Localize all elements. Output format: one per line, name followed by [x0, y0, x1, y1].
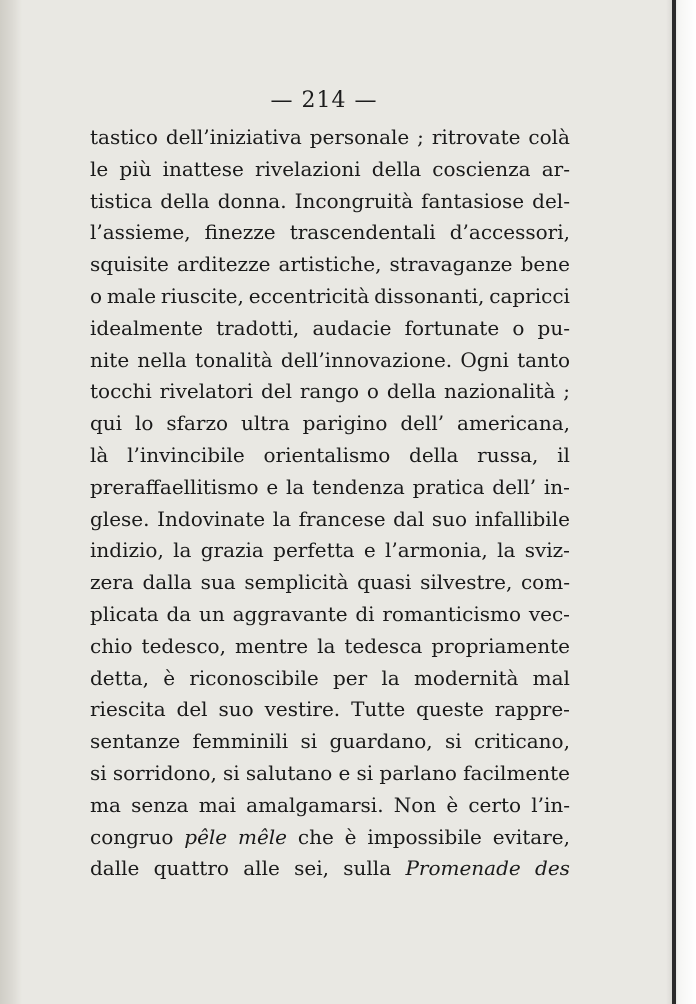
word: d’accessori,: [449, 220, 570, 245]
word: riconoscibile: [189, 665, 319, 690]
word: rivelazioni: [254, 156, 361, 181]
word: senza: [131, 792, 189, 817]
word: nite: [90, 347, 130, 372]
word: ma: [90, 792, 121, 817]
word: donna.: [217, 188, 287, 213]
word: finezze: [204, 220, 276, 245]
word: più: [119, 156, 152, 181]
word: glese.: [90, 506, 150, 531]
word: mêle: [237, 824, 288, 849]
word: ;: [563, 379, 570, 404]
word: Non: [393, 792, 437, 817]
word: Ogni: [460, 347, 509, 372]
word: tanto: [517, 347, 570, 372]
word: è: [163, 665, 176, 690]
word: sviz-: [524, 538, 570, 563]
text-line: [90, 726, 570, 758]
word: squisite: [90, 252, 169, 277]
word: romanticismo: [382, 601, 522, 626]
word: è: [446, 792, 459, 817]
book-spine-shadow: [0, 0, 22, 1004]
text-line: [90, 694, 570, 726]
word: certo: [468, 792, 522, 817]
word: propriamente: [431, 633, 570, 658]
word: facilmente: [463, 760, 570, 785]
word: vec-: [528, 601, 570, 626]
word: sorridono,: [112, 760, 217, 785]
page-edge-line: [672, 0, 676, 1004]
word: fortunate: [404, 315, 500, 340]
word: l’invincibile: [127, 442, 245, 467]
word: la: [381, 665, 400, 690]
word: francese: [298, 506, 386, 531]
word: o: [366, 379, 379, 404]
text-line: [90, 663, 570, 695]
text-line: [90, 535, 570, 567]
word: coscienza: [432, 156, 531, 181]
word: tradotti,: [216, 315, 300, 340]
word: l’armonia,: [384, 538, 488, 563]
word: trascendentali: [289, 220, 436, 245]
word: di: [355, 601, 375, 626]
word: la: [285, 474, 305, 499]
word: rivelatori: [159, 379, 254, 404]
word: della: [409, 442, 459, 467]
word: tistica: [90, 188, 153, 213]
word: o: [90, 283, 103, 308]
text-line: [90, 504, 570, 536]
word: personale: [309, 125, 410, 149]
word: infallibile: [474, 506, 570, 531]
word: tendenza: [312, 474, 405, 499]
word: queste: [416, 697, 484, 722]
word: grazia: [200, 538, 264, 563]
word: mentre: [234, 633, 309, 658]
word: la: [173, 538, 192, 563]
word: idealmente: [90, 315, 203, 340]
word: un: [199, 601, 225, 626]
word: che: [297, 824, 334, 849]
word: Promenade: [405, 856, 521, 881]
word: tastico: [90, 125, 158, 149]
word: sentanze: [90, 729, 181, 754]
word: dell’iniziativa: [165, 125, 302, 149]
word: impossibile: [367, 824, 482, 849]
word: le: [90, 156, 109, 181]
text-line: [90, 154, 570, 186]
text-line: [90, 345, 570, 377]
word: americana,: [457, 411, 570, 436]
word: modernità: [413, 665, 519, 690]
word: capricci: [489, 283, 570, 308]
word: indizio,: [90, 538, 164, 563]
word: del-: [532, 188, 570, 213]
text-line: [90, 122, 570, 154]
word: alle: [243, 856, 280, 881]
word: in-: [543, 474, 570, 499]
word: o: [512, 315, 525, 340]
word: ritrovate: [431, 125, 521, 149]
word: là: [90, 442, 109, 467]
text-line: [90, 440, 570, 472]
word: mal: [532, 665, 570, 690]
word: del: [260, 379, 292, 404]
word: quattro: [153, 856, 229, 881]
word: ultra: [240, 411, 290, 436]
text-line: [90, 472, 570, 504]
word: suo: [431, 506, 468, 531]
word: stravaganze: [389, 252, 513, 277]
word: ;: [417, 125, 424, 149]
word: Tutte: [351, 697, 406, 722]
text-line: [90, 631, 570, 663]
word: silvestre,: [420, 570, 513, 595]
word: la: [272, 506, 292, 531]
word: riuscite,: [160, 283, 244, 308]
word: tedesca: [344, 633, 423, 658]
word: chio: [90, 633, 133, 658]
word: dalla: [142, 570, 192, 595]
word: perfetta: [273, 538, 355, 563]
word: parlano: [379, 760, 457, 785]
word: nazionalità: [444, 379, 556, 404]
word: artistiche,: [278, 252, 382, 277]
text-line: [90, 249, 570, 281]
text-line: [90, 599, 570, 631]
word: evitare,: [492, 824, 570, 849]
text-line: [90, 790, 570, 822]
word: fantasiose: [421, 188, 525, 213]
word: qui: [90, 411, 123, 436]
word: vestire.: [264, 697, 341, 722]
word: parigino: [302, 411, 388, 436]
word: dal: [393, 506, 425, 531]
word: si: [300, 729, 318, 754]
word: dell’: [492, 474, 537, 499]
word: del: [176, 697, 208, 722]
word: semplicità: [244, 570, 349, 595]
word: plicata: [90, 601, 159, 626]
word: bene: [520, 252, 570, 277]
word: dissonanti,: [374, 283, 485, 308]
word: salutano: [245, 760, 333, 785]
word: e: [363, 538, 376, 563]
word: dell’innovazione.: [280, 347, 453, 372]
word: della: [160, 188, 210, 213]
word: amalgamarsi.: [246, 792, 384, 817]
word: detta,: [90, 665, 149, 690]
word: il: [557, 442, 570, 467]
text-line: [90, 822, 570, 854]
word: si: [356, 760, 374, 785]
word: aggravante: [232, 601, 348, 626]
word: e: [338, 760, 351, 785]
text-line: [90, 313, 570, 345]
word: riescita: [90, 697, 166, 722]
text-line: [90, 186, 570, 218]
word: sulla: [343, 856, 392, 881]
word: quasi: [357, 570, 412, 595]
word: inattese: [162, 156, 244, 181]
word: la: [497, 538, 516, 563]
word: des: [535, 856, 570, 881]
word: tonalità: [195, 347, 273, 372]
word: l’in-: [531, 792, 570, 817]
page-number: — 214 —: [270, 88, 378, 113]
word: colà: [528, 125, 570, 149]
text-line: [90, 217, 570, 249]
word: lo: [134, 411, 154, 436]
word: Incongruità: [294, 188, 414, 213]
word: Indovinate: [157, 506, 266, 531]
word: congruo: [90, 824, 174, 849]
word: dell’: [400, 411, 445, 436]
word: com-: [520, 570, 570, 595]
word: mai: [198, 792, 236, 817]
word: si: [444, 729, 462, 754]
word: eccentricità: [248, 283, 370, 308]
text-line: [90, 281, 570, 313]
word: criticano,: [473, 729, 570, 754]
word: da: [166, 601, 192, 626]
word: l’assieme,: [90, 220, 191, 245]
text-line: [90, 758, 570, 790]
word: audacie: [312, 315, 392, 340]
word: guardano,: [329, 729, 433, 754]
text-line: [90, 567, 570, 599]
word: russa,: [477, 442, 539, 467]
word: femminili: [192, 729, 289, 754]
page-edge: [666, 0, 696, 1004]
word: si: [223, 760, 240, 785]
word: sua: [200, 570, 236, 595]
word: tocchi: [90, 379, 152, 404]
word: la: [317, 633, 336, 658]
word: è: [344, 824, 357, 849]
word: orientalismo: [263, 442, 391, 467]
word: si: [90, 760, 107, 785]
text-line: [90, 376, 570, 408]
word: preraffaellitismo: [90, 474, 259, 499]
word: rappre-: [494, 697, 570, 722]
text-line: [90, 853, 570, 885]
word: arditezze: [176, 252, 271, 277]
word: rango: [299, 379, 360, 404]
word: per: [332, 665, 368, 690]
word: pêle: [184, 824, 228, 849]
word: nella: [137, 347, 187, 372]
word: suo: [218, 697, 254, 722]
word: dalle: [90, 856, 140, 881]
body-text: [90, 122, 570, 885]
word: pratica: [412, 474, 485, 499]
word: pu-: [537, 315, 570, 340]
word: della: [371, 156, 422, 181]
word: male: [106, 283, 157, 308]
word: zera: [90, 570, 134, 595]
text-line: [90, 408, 570, 440]
word: sei,: [294, 856, 329, 881]
word: e: [266, 474, 279, 499]
word: della: [386, 379, 437, 404]
word: sfarzo: [166, 411, 229, 436]
word: tedesco,: [141, 633, 226, 658]
word: ar-: [541, 156, 570, 181]
